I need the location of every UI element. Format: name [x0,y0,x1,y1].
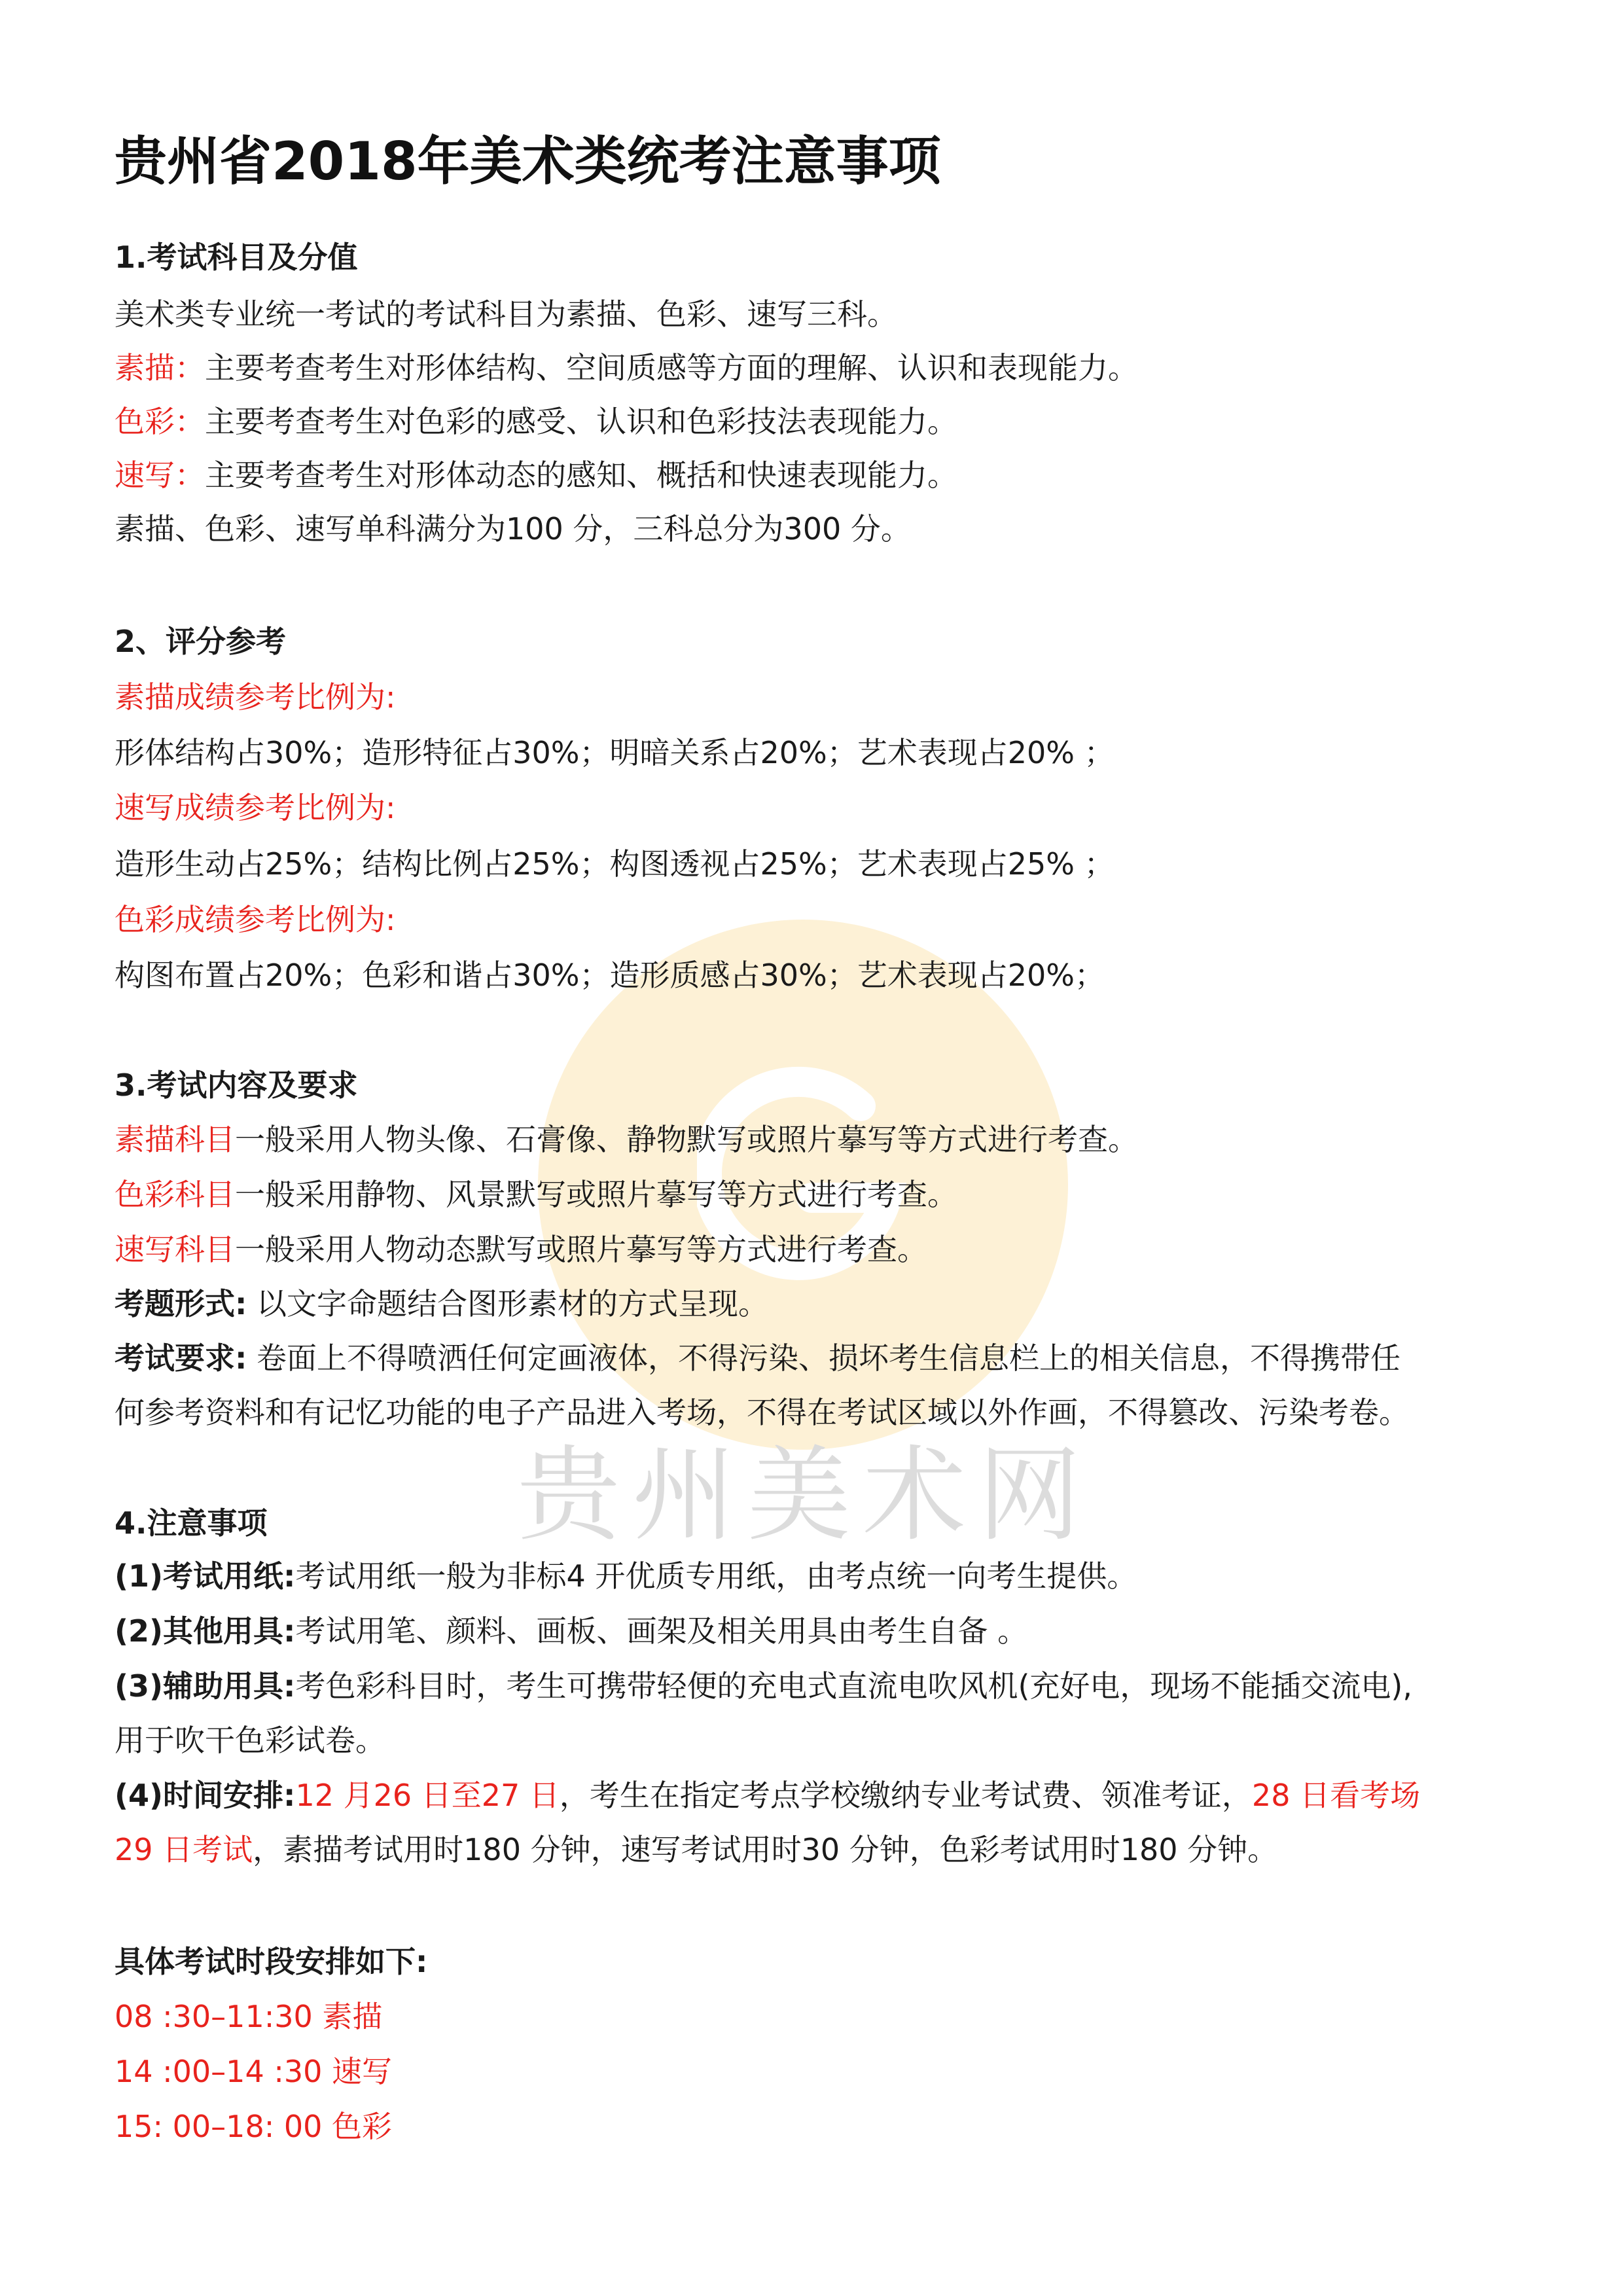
item-text: 一般采用人物头像、石膏像、静物默写或照片摹写等方式进行考查。 [235,1122,1138,1157]
item-label: (1)考试用纸: [115,1558,296,1594]
section4-heading: 4.注意事项 [115,1505,268,1541]
section1-heading: 1.考试科目及分值 [115,240,358,275]
item-label: 色彩： [115,404,205,439]
item-text: 考试用纸一般为非标4 开优质专用纸，由考点统一向考生提供。 [295,1558,1137,1594]
exam-date: 29 日考试 [115,1832,253,1867]
requirements-text: 卷面上不得喷洒任何定画液体，不得污染、损坏考生信息栏上的相关信息，不得携带任 [247,1340,1401,1376]
item-label: (2)其他用具: [115,1613,296,1649]
item-text: 一般采用静物、风景默写或照片摹写等方式进行考查。 [235,1177,957,1212]
item-label: 速写： [115,457,205,493]
schedule-row: 08 :30–11:30 素描 [115,1999,383,2034]
section1-score: 素描、色彩、速写单科满分为100 分，三科总分为300 分。 [115,511,911,547]
section2-sketch-text: 形体结构占30%；造形特征占30%；明暗关系占20%；艺术表现占20% ； [115,735,1115,770]
date-range: 12 月26 日至27 日 [295,1778,560,1813]
item-text: 主要考查考生对形体动态的感知、概括和快速表现能力。 [205,457,957,493]
section3-form [115,1281,1541,1327]
form-label: 考题形式: [115,1286,247,1321]
item-text: ，素描考试用时180 分钟，速写考试用时30 分钟，色彩考试用时180 分钟。 [253,1832,1278,1867]
section3-heading: 3.考试内容及要求 [115,1067,358,1103]
section3-item-color [115,1172,1541,1217]
section2-quick-sketch-label: 速写成绩参考比例为: [115,790,396,825]
item-label: 素描科目 [115,1122,235,1157]
section4-item-aux-cont: 用于吹干色彩试卷。 [115,1723,385,1758]
section4-item-tools [115,1608,1541,1654]
section3-requirements [115,1335,1541,1381]
section4-item-paper [115,1553,1541,1599]
section2-quick-sketch-text: 造形生动占25%；结构比例占25%；构图透视占25%；艺术表现占25% ； [115,846,1115,882]
item-label: 素描： [115,350,205,386]
item-label: 色彩科目 [115,1177,235,1212]
schedule-row: 14 :00–14 :30 速写 [115,2054,392,2089]
section2-sketch-label: 素描成绩参考比例为: [115,679,396,715]
schedule-row: 15: 00–18: 00 色彩 [115,2109,392,2144]
section2-heading: 2、评分参考 [115,624,287,659]
item-text: 一般采用人物动态默写或照片摹写等方式进行考查。 [235,1232,927,1267]
watermark-text: 贵州美术网 [517,1435,1093,1556]
item-label: 速写科目 [115,1232,235,1267]
section1-item-sketch [115,345,1541,391]
section1-item-quick-sketch [115,452,1541,498]
section3-item-sketch [115,1117,1541,1162]
section1-item-color [115,399,1541,444]
item-text: 考试用笔、颜料、画板、画架及相关用具由考生自备 。 [295,1613,1028,1649]
item-text: 主要考查考生对色彩的感受、认识和色彩技法表现能力。 [205,404,957,439]
schedule-heading: 具体考试时段安排如下: [115,1944,428,1979]
page-title: 贵州省2018年美术类统考注意事项 [115,131,941,192]
section4-item-aux [115,1663,1541,1709]
item-text: ，考生在指定考点学校缴纳专业考试费、领准考证， [559,1778,1252,1813]
section2-color-label: 色彩成绩参考比例为: [115,902,396,937]
section1-intro: 美术类专业统一考试的考试科目为素描、色彩、速写三科。 [115,296,897,332]
item-text: 主要考查考生对形体结构、空间质感等方面的理解、认识和表现能力。 [205,350,1138,386]
section4-item-time-cont [115,1827,1541,1873]
section3-requirements-cont: 何参考资料和有记忆功能的电子产品进入考场，不得在考试区域以外作画，不得篡改、污染考卷。 [115,1395,1409,1430]
form-text: 以文字命题结合图形素材的方式呈现。 [247,1286,769,1321]
item-label: (3)辅助用具: [115,1668,296,1704]
section3-item-quick-sketch [115,1227,1541,1272]
venue-viewing-date: 28 日看考场 [1251,1778,1421,1813]
section2-color-text: 构图布置占20%；色彩和谐占30%；造形质感占30%；艺术表现占20%； [115,958,1105,993]
item-label: (4)时间安排: [115,1778,296,1813]
item-text: 考色彩科目时，考生可携带轻便的充电式直流电吹风机(充好电，现场不能插交流电), [295,1668,1412,1704]
requirements-label: 考试要求: [115,1340,247,1376]
section4-item-time [115,1772,1541,1818]
